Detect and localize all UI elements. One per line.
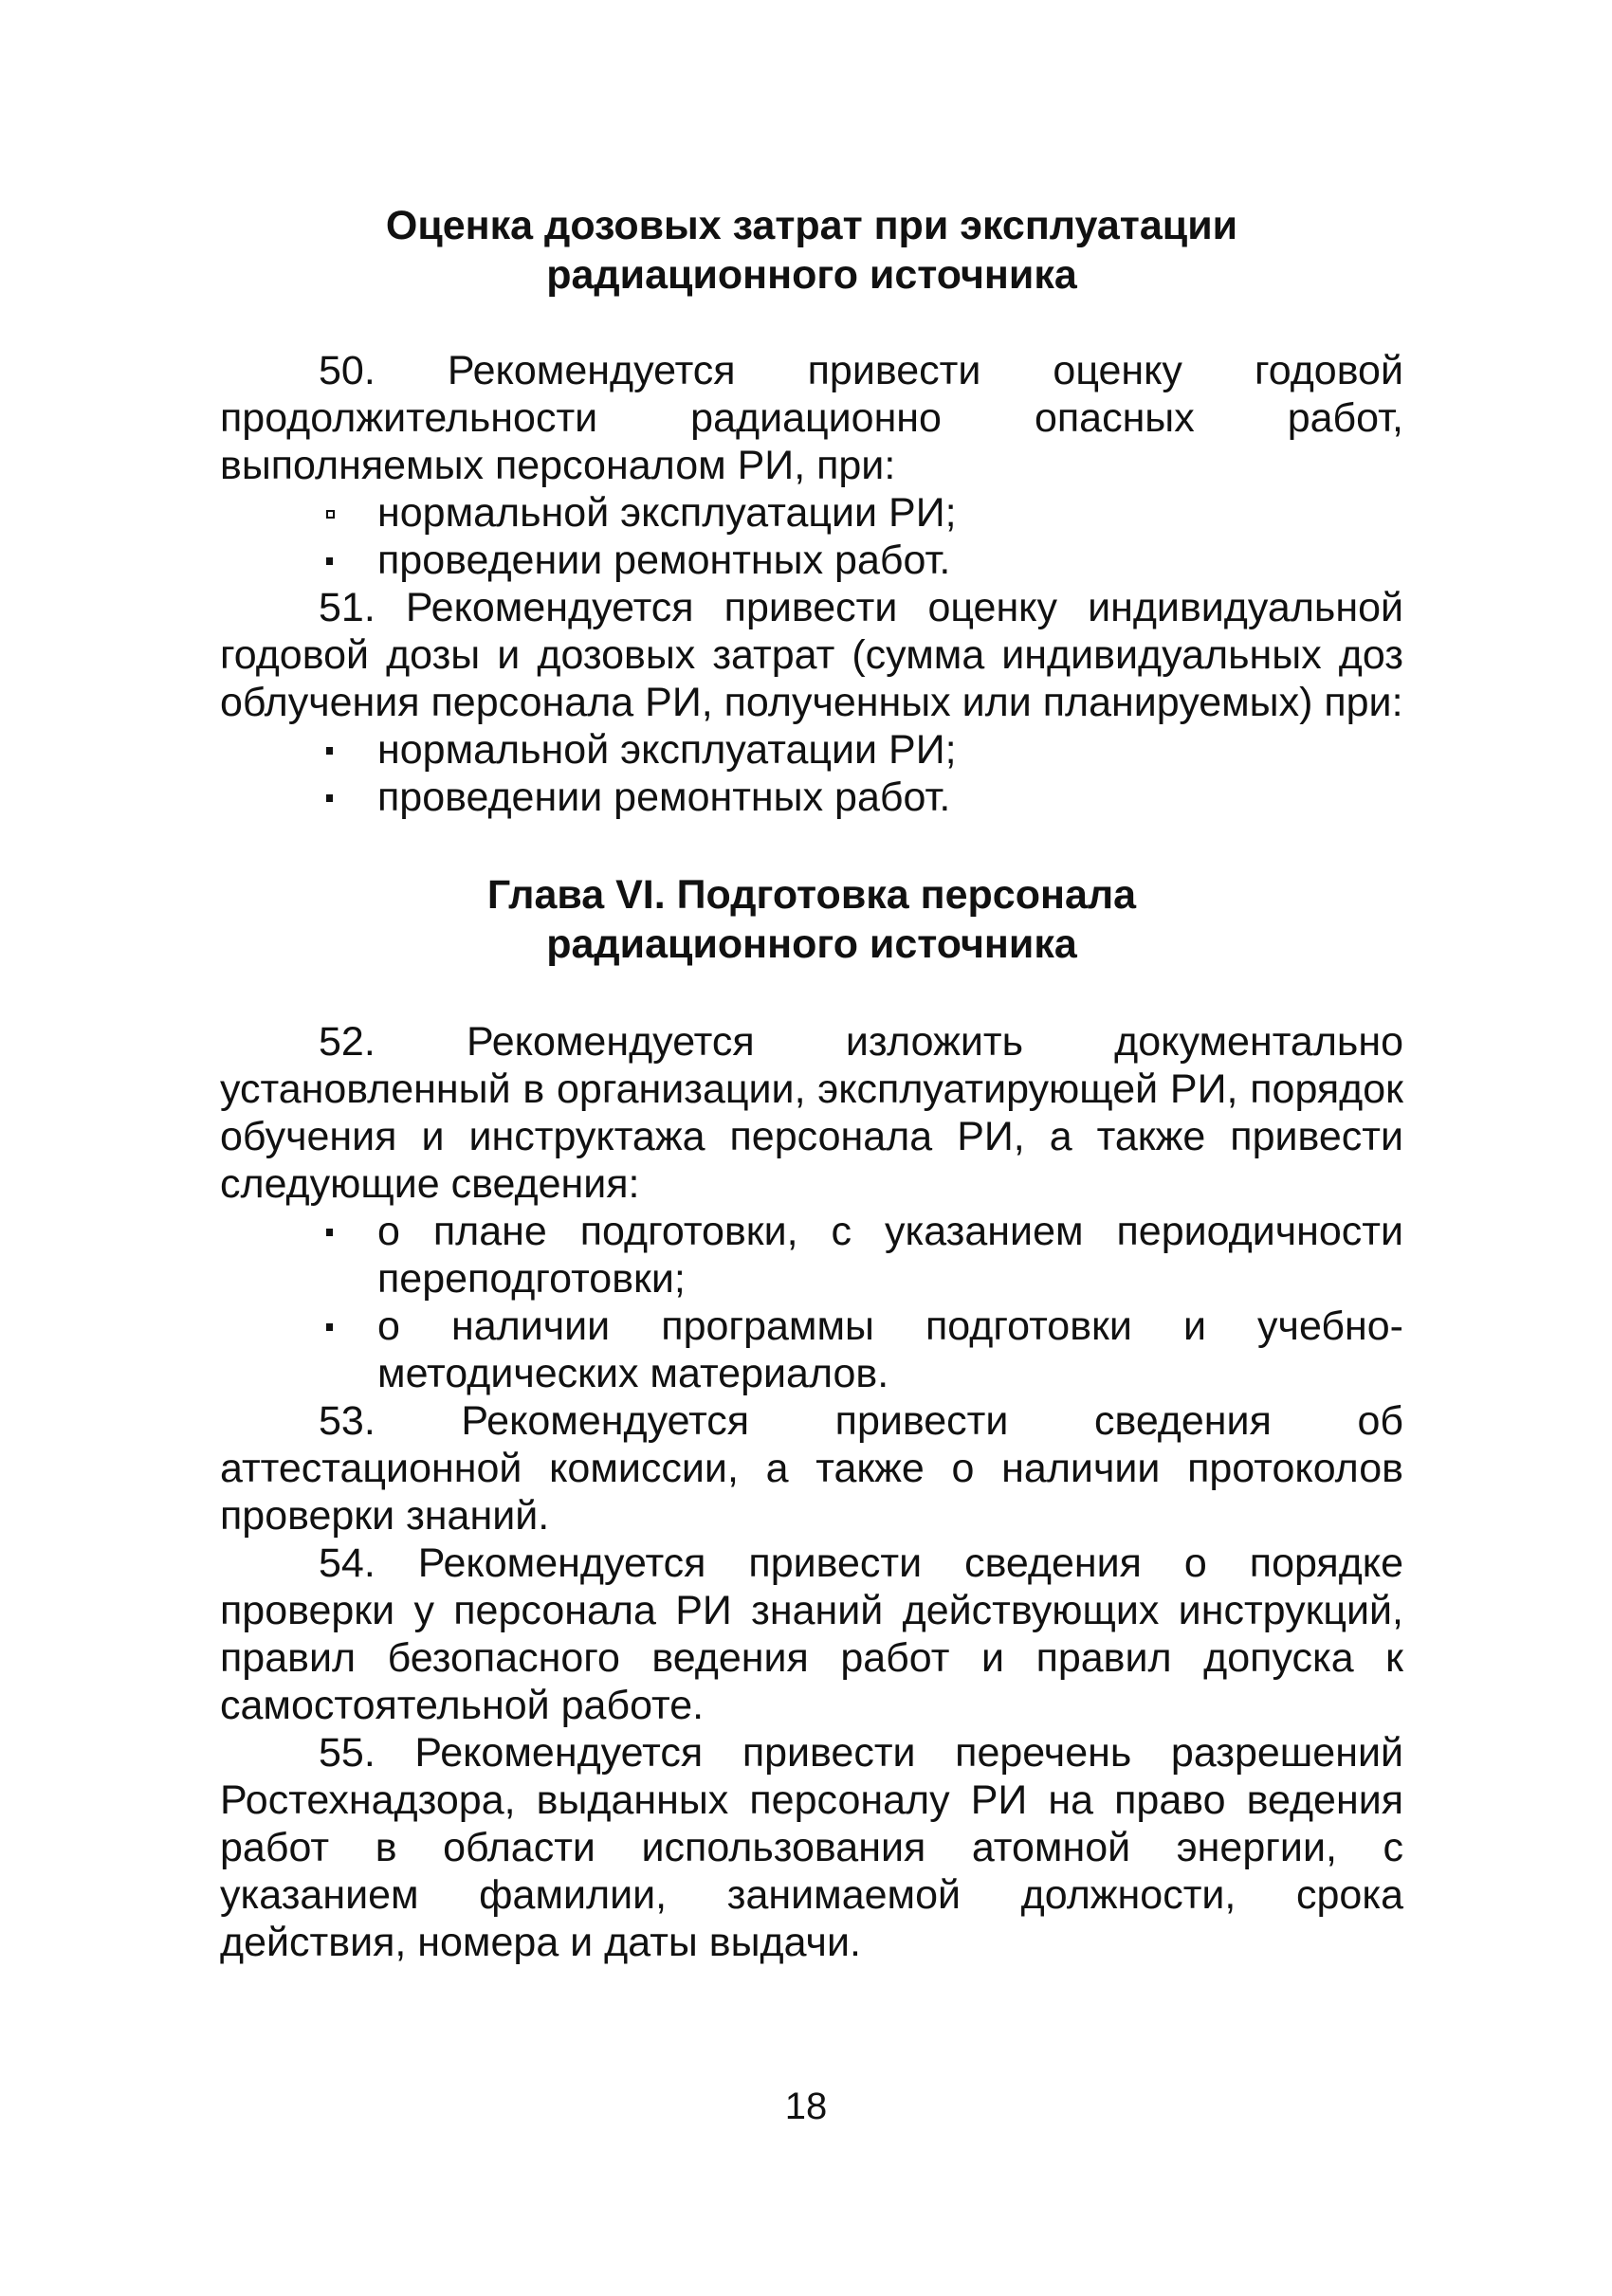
bullet-list-52 [220,1208,1403,1397]
bullet-icon [326,1323,333,1331]
section-heading-dose-costs [220,201,1403,300]
bullet-list-51 [220,726,1403,821]
list-item [220,1208,1403,1303]
paragraph-50: 50. Рекомендуется привести оценку годовой продолжительности радиационно опасных работ, выполняемых персоналом РИ, при: [220,348,1403,488]
list-item [220,774,1403,821]
bullet-icon [326,794,333,802]
heading-line: радиационного источника [546,252,1077,298]
paragraph-52: 52. Рекомендуется изложить документально установленный в организации, эксплуатирующей РИ, порядок обучения и инструктажа персонала РИ, а также привести следующие сведения: [220,1019,1403,1207]
paragraph-54: 54. Рекомендуется привести сведения о порядке проверки у персонала РИ знаний действующих инструкций, правил безопасного ведения работ и правил допуска к самостоятельной работе. [220,1540,1403,1728]
page-content [220,201,1403,1966]
heading-line: Глава VI. Подготовка персонала [486,872,1137,918]
heading-line: радиационного источника [546,921,1077,967]
list-item [220,537,1403,584]
paragraph-51: 51. Рекомендуется привести оценку индивидуальной годовой дозы и дозовых затрат (сумма индивидуальных доз облучения персонала РИ, полученных или планируемых) при: [220,585,1403,725]
section-heading-chapter-6 [220,870,1403,969]
paragraph-53: 53. Рекомендуется привести сведения об аттестационной комиссии, а также о наличии протоколов проверки знаний. [220,1398,1403,1539]
list-item-text: проведении ремонтных работ. [377,538,951,583]
bullet-icon [326,747,333,755]
bullet-icon [326,557,333,565]
bullet-icon [326,510,335,519]
page-number: 18 [784,2086,828,2127]
list-item-text: проведении ремонтных работ. [377,774,951,820]
paragraph-55: 55. Рекомендуется привести перечень разрешений Ростехнадзора, выданных персоналу РИ на право ведения работ в области использования атомной энергии, с указанием фамилии, занимаемой должности, срока действия, номера и даты выдачи. [220,1730,1403,1965]
bullet-icon [326,1229,333,1236]
list-item-text: о плане подготовки, с указанием периодичности переподготовки; [377,1209,1403,1302]
list-item-text: нормальной эксплуатации РИ; [377,490,957,536]
list-item-text: о наличии программы подготовки и учебно-методических материалов. [377,1303,1403,1396]
list-item-text: нормальной эксплуатации РИ; [377,727,957,773]
heading-line: Оценка дозовых затрат при эксплуатации [385,203,1238,248]
bullet-list-50 [220,489,1403,584]
list-item [220,1303,1403,1397]
list-item [220,489,1403,537]
list-item [220,726,1403,774]
